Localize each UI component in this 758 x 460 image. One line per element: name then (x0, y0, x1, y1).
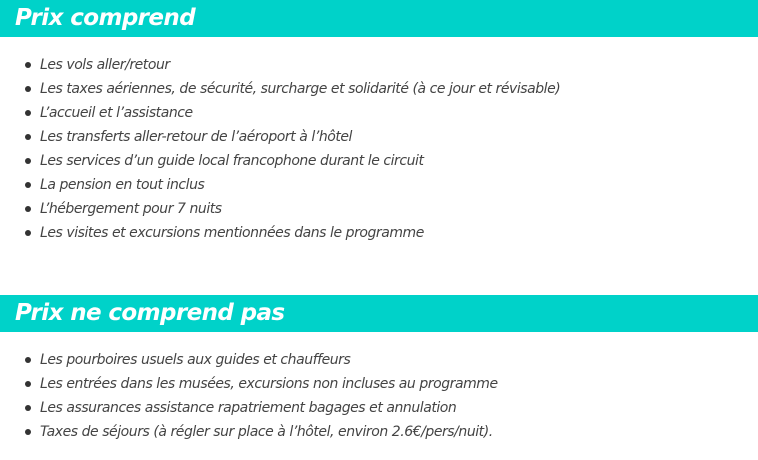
bullet-icon (25, 429, 31, 435)
list-item: Les assurances assistance rapatriement bagages et annulation (0, 396, 498, 420)
included-title: Prix comprend (15, 5, 196, 31)
bullet-icon (25, 405, 31, 411)
bullet-icon (25, 381, 31, 387)
list-item: Taxes de séjours (à régler sur place à l’hôtel, environ 2.6€/pers/nuit). (0, 420, 498, 444)
bullet-icon (25, 182, 31, 188)
not-included-title: Prix ne comprend pas (15, 300, 285, 326)
list-item: La pension en tout inclus (0, 173, 560, 197)
list-item: L’accueil et l’assistance (0, 101, 560, 125)
list-item: Les pourboires usuels aux guides et chauffeurs (0, 348, 498, 372)
list-item: Les entrées dans les musées, excursions non incluses au programme (0, 372, 498, 396)
not-included-header (0, 295, 758, 332)
list-item: Les taxes aériennes, de sécurité, surcharge et solidarité (à ce jour et révisable) (0, 77, 560, 101)
bullet-icon (25, 134, 31, 140)
list-item: Les services d’un guide local francophone durant le circuit (0, 149, 560, 173)
bullet-icon (25, 110, 31, 116)
not-included-list (0, 348, 498, 444)
bullet-icon (25, 357, 31, 363)
list-item: Les vols aller/retour (0, 53, 560, 77)
list-item: Les visites et excursions mentionnées dans le programme (0, 221, 560, 245)
list-item: L’hébergement pour 7 nuits (0, 197, 560, 221)
bullet-icon (25, 158, 31, 164)
list-item: Les transferts aller-retour de l’aéroport à l’hôtel (0, 125, 560, 149)
bullet-icon (25, 86, 31, 92)
bullet-icon (25, 206, 31, 212)
included-list (0, 53, 560, 245)
included-header (0, 0, 758, 37)
bullet-icon (25, 62, 31, 68)
bullet-icon (25, 230, 31, 236)
